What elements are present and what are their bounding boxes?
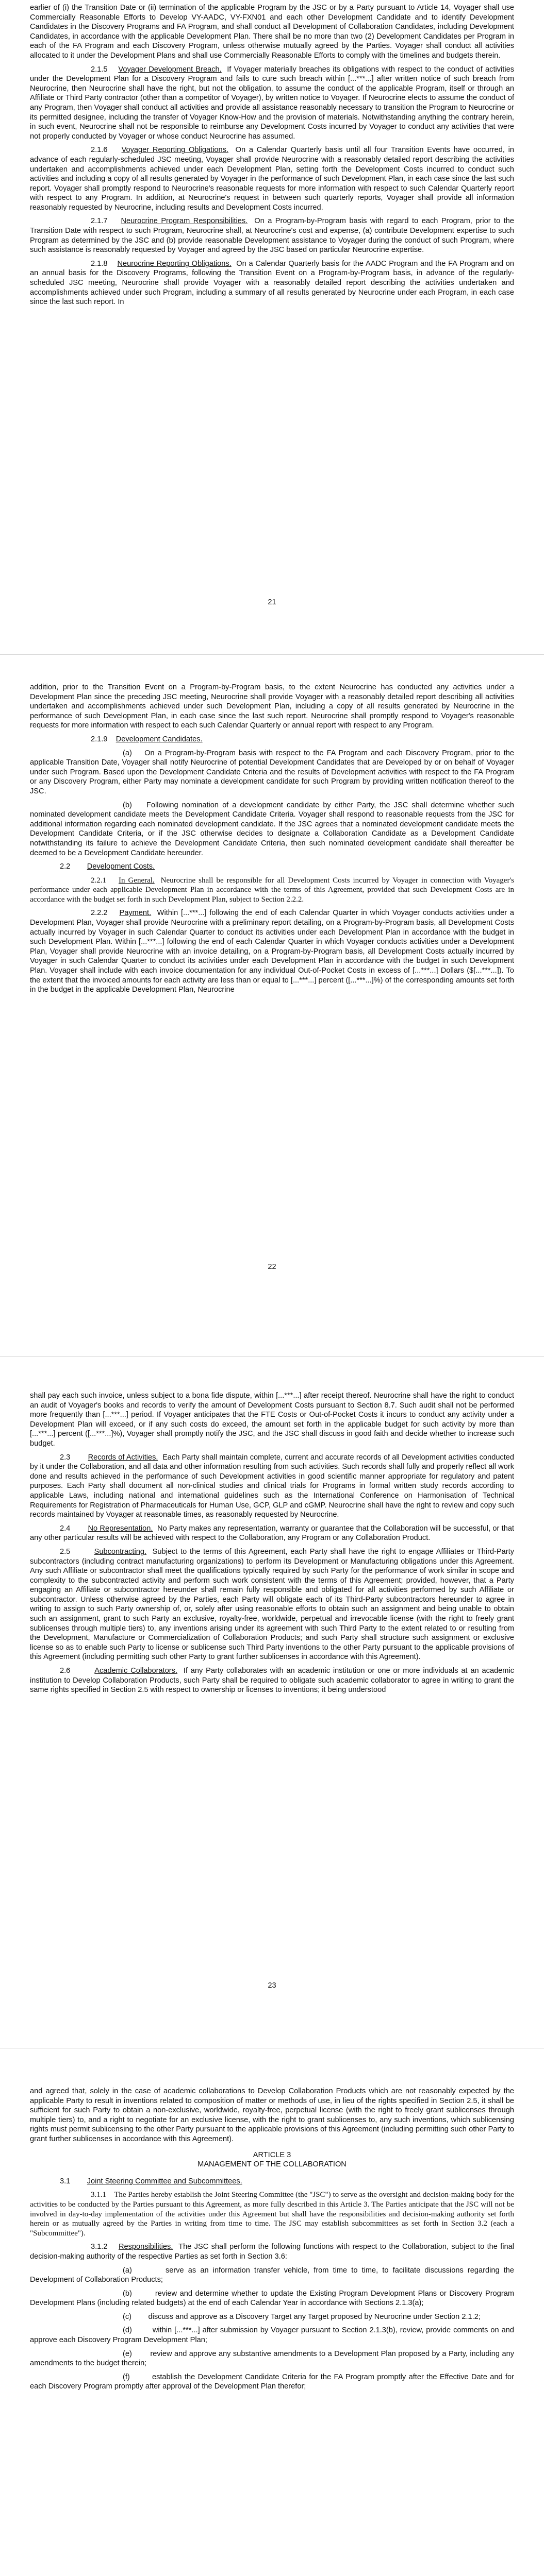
- section-2-6: [30, 1666, 514, 1695]
- clause-text: establish the Development Candidate Criteria for the FA Program promptly after the Effective Date and for each Discovery Program promptly after approval of the Development Plan therefor;: [30, 2372, 514, 2391]
- page-22: [0, 683, 544, 1198]
- section-heading: Neurocrine Reporting Obligations.: [117, 259, 232, 268]
- section-2-2: [30, 862, 514, 872]
- clause-number: (b): [123, 801, 132, 809]
- section-heading: Voyager Reporting Obligations.: [121, 146, 229, 155]
- section-2-1-5: [30, 65, 514, 142]
- clause-number: (c): [123, 2312, 132, 2321]
- clause-number: (e): [123, 2349, 132, 2358]
- section-2-1-7: [30, 216, 514, 255]
- paragraph: shall pay each such invoice, unless subject to a bona fide dispute, within [...***...] after receipt thereof. Neurocrine shall have the right to conduct an audit of Voyager's books and records to verify the amount of Development Costs pursuant to Section 8.7. Such audit shall not be performed more frequently than [...***...] period. If Voyager anticipates that the FTE Costs or Out-of-Pocket Costs it incurs to conduct any activity under a Development Plan will exceed, or if any such costs do exceed, the amount set forth in the applicable budget for such activity by more than [...***...] percent ([...***...]%), Voyager shall promptly notify the JSC, and the JSC shall discuss in good faith and decide whether to increase such budget.: [30, 1392, 514, 1448]
- section-2-1-8: [30, 259, 514, 307]
- section-heading: Neurocrine Program Responsibilities.: [121, 217, 248, 226]
- section-text: If any Party collaborates with an academic institution or one or more individuals at an academic institution to Develop Collaboration Products, such Party shall be required to obligate such academic collaborator to agree in writing to grant the same rights specified in Section 2.5 with respect to ownership or licenses to inventions; it being understood: [30, 1667, 514, 1694]
- section-heading: Development Costs.: [87, 862, 155, 871]
- clause-a: [30, 2266, 514, 2285]
- section-number: 2.1.5: [91, 65, 108, 74]
- section-text: On a Program-by-Program basis with regard to each Program, prior to the Transition Date with respect to such Program, Neurocrine shall, at Neurocrine's cost and expense, (a) contribute Development expertise to such Program as determined by the JSC and (b) provide reasonable Development assistance to Voyager during the conduct of such Program, where such assistance is reasonably requested by Voyager and agreed by the JSC based on particular Neurocrine expertise.: [30, 217, 515, 255]
- section-text: On a Calendar Quarterly basis until all four Transition Events have occurred, in advance of each regularly-scheduled JSC meeting, Voyager shall provide Neurocrine with a reasonably detailed report describing the activities undertaken and accomplishments achieved under each Development Plan, setting forth the Development Costs incurred to conduct such activities and including a copy of all results generated by Voyager in the performance of such Development Plan, in each case since the last such report. Voyager shall promptly respond to Neurocrine's reasonable requests for more information with respect to such Calendar Quarterly report with respect to any Program. In addition, at Neurocrine's request in between such quarterly reports, Voyager shall provide all information reasonably requested by Neurocrine, including results and Development Costs incurred.: [30, 146, 515, 212]
- article-title-block: [30, 2150, 514, 2170]
- section-3-1-1: [30, 2190, 514, 2238]
- section-number: 3.1.1: [91, 2191, 106, 2199]
- clause-number: (f): [123, 2372, 130, 2381]
- clause-text: review and approve any substantive amendments to a Development Plan proposed by a Party, including any amendments to the budget therein;: [30, 2349, 514, 2368]
- section-heading: Joint Steering Committee and Subcommittees.: [87, 2177, 242, 2185]
- section-number: 3.1: [60, 2177, 71, 2185]
- paragraph: addition, prior to the Transition Event on a Program-by-Program basis, to the extent Neurocrine has conducted any activities under a Development Plan since the preceding JSC meeting, Neurocrine shall provide Voyager with a reasonably detailed report describing all activities undertaken and accomplishments achieved under such Development Plan, including a copy of all results generated by Neurocrine in the performance of such Development Plan, in each case since the last such report. Neurocrine shall promptly respond to Voyager's reasonable requests for more information with respect to each such Calendar Quarterly or annual report with respect to any Program.: [30, 683, 514, 730]
- section-2-1-9: [30, 735, 514, 744]
- clause-text: discuss and approve as a Discovery Target any Target proposed by Neurocrine under Section 2.1.2;: [148, 2312, 481, 2321]
- section-heading: Subcontracting.: [94, 1547, 147, 1556]
- section-text: The Parties hereby establish the Joint Steering Committee (the "JSC") to serve as the oversight and decision-making body for the activities to be conducted by the Parties pursuant to this Agreement, as more fully described in this Article 3. The Parties anticipate that the JSC will not be involved in day-to-day implementation of the activities under this Agreement but shall have the responsibilities and decision-making authority set forth herein or as mutually agreed by the Parties in writing from time to time. The JSC may establish subcommittees as set forth in Section 3.2 (each a "Subcommittee").: [30, 2191, 515, 2238]
- section-text: On a Calendar Quarterly basis for the AADC Program and the FA Program and on an annual basis for the Discovery Programs, following the Transition Event on a Program-by-Program basis, in advance of the regularly-scheduled JSC meeting, Neurocrine shall provide Voyager with a reasonably detailed report describing the activities undertaken and accomplishments achieved under such Program, including a summary of all results generated by Neurocrine under each Program, in each case since the last such report. In: [30, 259, 514, 307]
- clause-text: On a Program-by-Program basis with respect to the FA Program and each Discovery Program, prior to the applicable Transition Date, Voyager shall notify Neurocrine of potential Development Candidates that are Developed by or on behalf of Voyager under such Program. Based upon the Development Candidate Criteria and the results of Development activities with respect to the FA Program or any Discovery Program, either Party may nominate a development candidate for such Program by providing written notification thereof to the JSC.: [30, 749, 514, 795]
- section-text: No Party makes any representation, warranty or guarantee that the Collaboration will be successful, or that any other particular results will be achieved with respect to the Collaboration, any Program or any Collaboration Product.: [30, 1524, 515, 1543]
- clause-d: [30, 2326, 514, 2345]
- section-2-4: [30, 1524, 514, 1543]
- section-number: 2.2.1: [91, 876, 106, 885]
- page-23: [0, 1391, 544, 1940]
- section-number: 2.5: [60, 1547, 71, 1556]
- section-text: If Voyager materially breaches its obligations with respect to the conduct of activities under the Development Plan for a Discovery Program and fails to cure such breach within [...***...] after written notice of such breach from Neurocrine, then Neurocrine shall have the right, but not the obligation, to assume the conduct of the applicable Program, itself or through an Affiliate or Third Party contractor (other than a competitor of Voyager), by written notice to Voyager. If Neurocrine elects to assume the conduct of any Program, then Voyager shall conduct all activities and provide all assistance reasonably necessary to transition the Program to Neurocrine or its permitted designee, including the transfer of Voyager Know-How and the provision of materials. Notwithstanding anything the contrary herein, in such event, Neurocrine shall not be responsible to reimburse any Development Costs incurred by Voyager to conduct any activities that were not properly conducted by Voyager or whose conduct Neurocrine has assumed.: [30, 65, 515, 141]
- section-text: Each Party shall maintain complete, current and accurate records of all Development activities conducted by it under the Collaboration, and all data and other information resulting from such activities. Such records shall fully and properly reflect all work done and results achieved in the performance of such Development activities in good scientific manner appropriate for regulatory and patent purposes. Each Party shall document all non-clinical studies and clinical trials for Programs in formal written study records according to applicable Laws, including national and international guidelines such as the International Conference on Harmonisation of Technical Requirements for Registration of Pharmaceuticals for Human Use, GCP, GLP and cGMP. Neurocrine shall have the right to review and copy such records maintained by Voyager at reasonable times, as reasonably requested by Neurocrine.: [30, 1453, 515, 1519]
- section-text: Within [...***...] following the end of each Calendar Quarter in which Voyager conducts activities under a Development Plan, Voyager shall provide Neurocrine with a preliminary report detailing, on a Program-by-Program basis, all Development Costs actually incurred by Voyager in such Calendar Quarter to conduct its activities under each Development Plan in accordance with the budget in such Development Plan. Within [...***...] following the end of each Calendar Quarter in which Voyager conducts activities under a Development Plan, Voyager shall provide Neurocrine with an invoice detailing, on a Program-by-Program basis, all Development Costs actually incurred by Voyager in such Calendar Quarter to conduct its activities under each Development Plan in accordance with the budget in such Development Plan. Voyager shall include with each invoice documentation for any individual Out-of-Pocket Costs in excess of [...***...] Dollars ($[...***...]). To the extent that the invoiced amounts for each activity are less than or equal to [...***...] percent ([...***...]%) of the corresponding amounts set forth in the budget in the applicable Development Plan, Neurocrine: [30, 909, 515, 994]
- clause-a: [30, 749, 514, 796]
- section-2-2-2: [30, 908, 514, 994]
- section-text: Neurocrine shall be responsible for all Development Costs incurred by Voyager in connection with Voyager's performance under each applicable Development Plan in accordance with the terms of this Agreement, provided that such Development Costs are in accordance with the budget set forth in such Development Plan, subject to Section 2.2.2.: [30, 876, 515, 904]
- paragraph: and agreed that, solely in the case of academic collaborations to Develop Collaboration Products which are not reasonably expected by the applicable Party to result in inventions related to composition of matter or methods of use, in lieu of the rights specified in Section 2.5, it shall be sufficient for such Party to obtain a non-exclusive, worldwide, royalty-free, perpetual license (with the right to freely grant sublicenses through multiple tiers) to, and a right to negotiate for an exclusive license, with the right to grant sublicenses to, any such inventions, which sublicensing rights must permit sublicensing to the other Party pursuant to the applicable provisions of this Agreement (including permitting such other Party to grant further sublicenses in accordance with this Agreement).: [30, 2087, 514, 2143]
- section-3-1-2: [30, 2242, 514, 2261]
- page-separator: [0, 654, 544, 655]
- clause-f: [30, 2372, 514, 2392]
- section-number: 2.2.2: [91, 909, 108, 918]
- clause-e: [30, 2349, 514, 2368]
- section-heading: Responsibilities.: [118, 2243, 173, 2251]
- section-number: 2.1.6: [91, 146, 108, 155]
- section-number: 2.1.8: [91, 259, 108, 268]
- section-2-3: [30, 1453, 514, 1520]
- section-2-5: [30, 1547, 514, 1662]
- clause-text: within [...***...] after submission by Voyager pursuant to Section 2.1.3(b), review, provide comments on and approve each Discovery Program Development Plan;: [30, 2326, 514, 2345]
- clause-c: [30, 2312, 514, 2322]
- article-number: ARTICLE 3: [253, 2150, 291, 2159]
- section-heading: Voyager Development Breach.: [118, 65, 222, 74]
- section-number: 2.6: [60, 1667, 71, 1675]
- section-heading: Records of Activities.: [88, 1453, 158, 1462]
- section-heading: Payment.: [119, 909, 152, 918]
- page-number: 23: [268, 1981, 276, 1990]
- section-heading: In General.: [118, 876, 155, 885]
- clause-text: review and determine whether to update the Existing Program Development Plans or Discovery Program Development Plans (including related budgets) at the end of each Calendar Year in accordance with Sections 2.1.3(a);: [30, 2289, 514, 2308]
- page-24: [0, 2087, 544, 2576]
- page-number: 21: [268, 598, 276, 606]
- paragraph: earlier of (i) the Transition Date or (ii) termination of the applicable Program by the JSC or by a Party pursuant to Article 14, Voyager shall use Commercially Reasonable Efforts to Develop VY-AADC, VY-FXN01 and each other Development Candidate and to identify Development Candidates in the Discovery Programs and FA Program, and shall conduct all Development of Collaboration Candidates, including Development Candidates, in accordance with the applicable Development Plan. There shall be no more than two (2) Development Candidates per Program in each of the FA Program and each Discovery Program, unless otherwise mutually agreed by the Parties. Voyager shall conduct all activities allocated to it under the Development Plans and shall use Commercially Reasonable Efforts to comply with the timelines and budgets therein.: [30, 4, 514, 60]
- section-text: Subject to the terms of this Agreement, each Party shall have the right to engage Affiliates or Third-Party subcontractors (including contract manufacturing organizations) to perform its Development or Manufacturing obligations under this Agreement. Any such Affiliate or subcontractor shall meet the qualifications typically required by such Party for the performance of work similar in scope and complexity to the subcontracted activity and perform such work consistent with the terms of this Agreement; provided, however, that a Party engaging an Affiliate or subcontractor hereunder shall remain fully responsible and obligated for all activities performed by such Affiliate or subcontractor. Unless otherwise agreed by the Parties, each Party will obligate each of its Third-Party subcontractors hereunder to agree in writing to assign to such Party ownership of, or, solely after using reasonable efforts to obtain such an assignment and being unable to obtain such an assignment, grant to such Party an exclusive, royalty-free, worldwide, perpetual and irrevocable license (with the right to freely grant sublicenses through multiple tiers) to, any inventions arising under its agreement with such Third Party to the extent related to or resulting from the Development, Manufacture or Commercialization of Collaboration Products; and such Party shall structure such assignment or exclusive license so as to enable such Party to license or sublicense such Third Party inventions to the other Party pursuant to the applicable provisions of this Agreement (including permitting such other Party to grant further sublicenses in accordance with this Agreement).: [30, 1547, 515, 1662]
- section-number: 2.2: [60, 862, 71, 871]
- section-heading: Academic Collaborators.: [94, 1667, 178, 1675]
- section-number: 2.3: [60, 1453, 71, 1462]
- section-heading: Development Candidates.: [116, 735, 203, 743]
- section-number: 2.1.9: [91, 735, 108, 743]
- section-heading: No Representation.: [88, 1524, 153, 1533]
- clause-number: (a): [123, 2266, 132, 2275]
- page-number: 22: [268, 1263, 276, 1271]
- section-text: The JSC shall perform the following functions with respect to the Collaboration, subject to the final decision-making authority of the respective Parties as set forth in Section 3.6:: [30, 2243, 515, 2261]
- page-separator: [0, 1356, 544, 1357]
- clause-text: Following nomination of a development candidate by either Party, the JSC shall determine whether such nominated development candidate meets the Development Candidate Criteria. Voyager shall respond to reasonable requests from the JSC for additional information regarding each nominated development candidate. If the JSC agrees that a nominated development candidate meets the Development Candidate Criteria, or if the JSC otherwise decides to designate a Collaboration Candidate as a Development Candidate notwithstanding its failure to achieve the Development Candidate Criteria, then such nominated development candidate shall thereafter be deemed to be a Development Candidate hereunder.: [30, 801, 515, 857]
- section-2-2-1: [30, 876, 514, 905]
- clause-number: (d): [123, 2326, 132, 2335]
- article-title: MANAGEMENT OF THE COLLABORATION: [197, 2160, 347, 2169]
- clause-text: serve as an information transfer vehicle, from time to time, to facilitate discussions regarding the Development of Collaboration Products;: [30, 2266, 515, 2284]
- clause-number: (a): [123, 749, 132, 757]
- section-number: 2.4: [60, 1524, 71, 1533]
- clause-b: [30, 2289, 514, 2308]
- section-2-1-6: [30, 145, 514, 212]
- clause-number: (b): [123, 2289, 132, 2298]
- clause-b: [30, 801, 514, 858]
- section-number: 3.1.2: [91, 2243, 108, 2251]
- page-21: [0, 3, 544, 541]
- section-3-1: [30, 2177, 514, 2187]
- section-number: 2.1.7: [91, 217, 108, 226]
